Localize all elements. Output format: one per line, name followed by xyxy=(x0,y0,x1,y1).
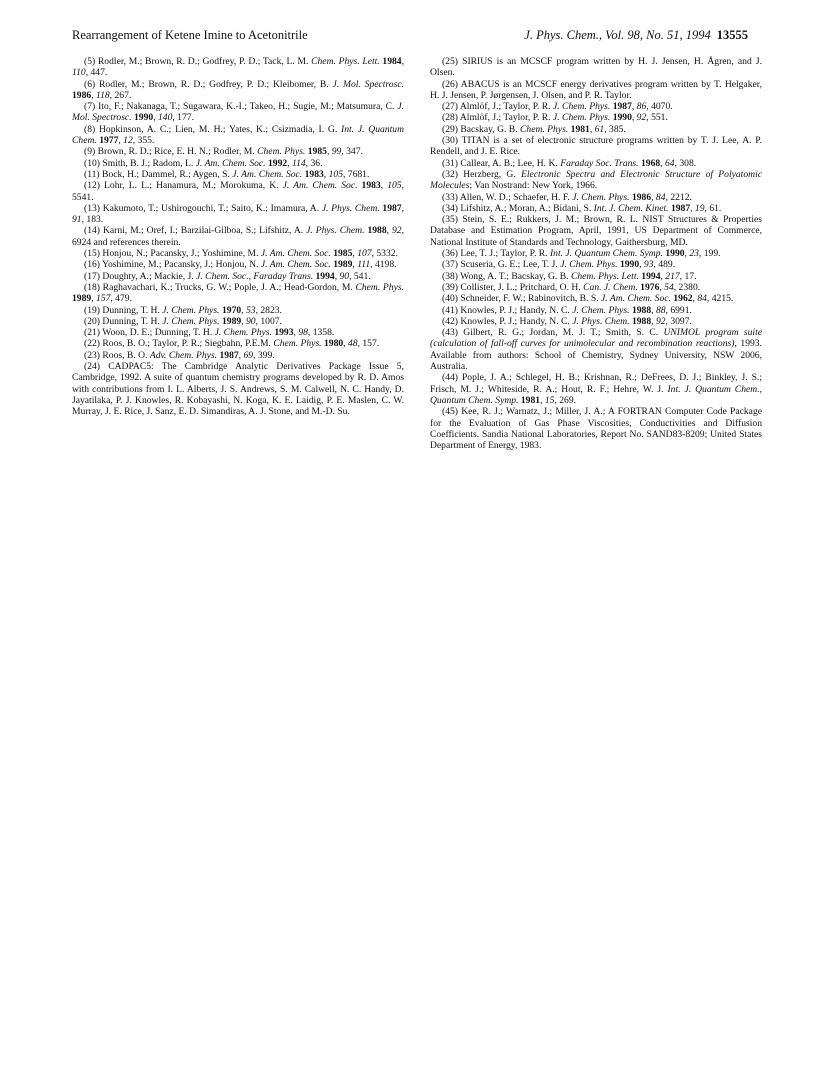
reference-number: (34) xyxy=(442,202,458,214)
reference-entry: (14) Karni, M.; Oref, I.; Barzilai-Gilboa, S.; Lifshitz, A. J. Phys. Chem. 1988, 92, 6924 and references therein. xyxy=(72,225,404,248)
journal-info: J. Phys. Chem., Vol. 98, No. 51, 1994 xyxy=(524,28,711,42)
reference-number: (10) xyxy=(84,157,100,169)
reference-pages: 385. xyxy=(609,123,626,135)
reference-entry: (44) Pople, J. A.; Schlegel, H. B.; Krishnan, R.; DeFrees, D. J.; Binkley, J. S.; Frisch, M. J.; Whiteside, R. A.; Hout, R. F.; Hehre, W. J. Int. J. Quantum Chem., Quantum Chem. Symp. 1981, 15, 269. xyxy=(430,372,762,406)
reference-volume: 105 xyxy=(387,180,402,192)
reference-volume: 92 xyxy=(655,315,666,327)
reference-volume: 98 xyxy=(298,327,308,339)
reference-entry: (19) Dunning, T. H. J. Chem. Phys. 1970, 53, 2823. xyxy=(84,304,282,316)
reference-entry: (40) Schneider, F. W.; Rabinovitch, B. S. J. Am. Chem. Soc. 1962, 84, 4215. xyxy=(442,293,734,305)
reference-entry: (15) Honjou, N.; Pacansky, J.; Yoshimine, M. J. Am. Chem. Soc. 1985, 107, 5332. xyxy=(84,248,398,260)
reference-volume: 53 xyxy=(245,304,256,316)
reference-authors: Wong, A. T.; Bacskay, G. B. xyxy=(460,270,569,282)
reference-pages: 177. xyxy=(177,112,194,124)
reference-number: (23) xyxy=(84,349,100,361)
reference-number: (6) xyxy=(84,78,96,90)
reference-journal: J. Am. Chem. Soc. xyxy=(260,259,331,271)
reference-authors: Schneider, F. W.; Rabinovitch, B. S. xyxy=(460,293,599,305)
reference-year: 1989 xyxy=(333,259,353,271)
reference-year: 1988 xyxy=(631,304,652,316)
reference-volume: 105 xyxy=(328,168,343,180)
reference-journal: J. Am. Chem. Soc. xyxy=(195,157,266,169)
reference-year: 1976 xyxy=(640,281,660,293)
reference-entry xyxy=(430,327,762,372)
reference-volume: 99 xyxy=(331,146,342,158)
reference-volume: 92 xyxy=(392,225,402,237)
reference-authors: Knowles, P. J.; Handy, N. C. xyxy=(460,315,570,327)
reference-journal: Int. J. Chem. Kinet. xyxy=(593,202,669,214)
reference-authors: Lifshitz, A.; Moran, A.; Bidani, S. xyxy=(460,202,592,214)
reference-entry: (38) Wong, A. T.; Bacskay, G. B. Chem. Phys. Lett. 1994, 217, 17. xyxy=(442,270,697,282)
reference-authors: Herzberg, G. xyxy=(463,168,516,180)
reference-journal: Int. J. Quantum Chem., Quantum Chem. Symp. xyxy=(430,383,762,406)
reference-number: (8) xyxy=(84,123,96,135)
reference-authors: Raghavachari, K.; Trucks, G. W.; Pople, J. A.; Head-Gordon, M. xyxy=(102,281,353,293)
reference-pages: 2823. xyxy=(260,304,282,316)
reference-year: 1987 xyxy=(612,101,632,113)
reference-journal: Chem. Phys. xyxy=(273,338,322,350)
reference-number: (45) xyxy=(442,406,458,418)
reference-entry: (7) Ito, F.; Nakanaga, T.; Sugawara, K.-I.; Takeo, H.; Sugie, M.; Matsumura, C. J. Mol. Spectrosc. 1990, 140, 177. xyxy=(72,101,405,124)
reference-volume: 69 xyxy=(243,349,254,361)
reference-number: (21) xyxy=(84,327,100,339)
reference-year: 1970 xyxy=(221,304,242,316)
reference-number: (26) xyxy=(442,78,458,90)
reference-year: 1990 xyxy=(134,112,154,124)
reference-number: (20) xyxy=(84,315,100,327)
reference-number: (19) xyxy=(84,304,100,316)
reference-number: (36) xyxy=(442,248,458,260)
reference-authors: Karni, M.; Oref, I.; Barzilai-Gilboa, S.; Lifshitz, A. xyxy=(102,225,304,237)
reference-volume: 92 xyxy=(636,112,647,124)
reference-pages: 447. xyxy=(90,67,108,79)
reference-pages: 308. xyxy=(679,157,697,169)
reference-journal: J. Chem. Phys. xyxy=(552,101,611,113)
reference-publisher: , 1993. Available from authors: School of Chemistry, Sydney University, NSW 2006, Australia. xyxy=(430,338,762,373)
reference-pages: 183. xyxy=(86,214,104,226)
reference-year: 1962 xyxy=(673,293,693,305)
reference-year: 1983 xyxy=(304,168,324,180)
reference-authors: Brown, R. D.; Rice, E. H. N.; Rodler, M. xyxy=(97,146,255,158)
reference-journal: J. Mol. Spectrosc. xyxy=(72,101,405,124)
reference-authors: Collister, J. L.; Pritchard, O. H. xyxy=(460,281,581,293)
reference-volume: 84 xyxy=(697,293,707,305)
reference-journal: J. Chem. Phys. xyxy=(162,304,220,316)
reference-number: (13) xyxy=(84,202,100,214)
reference-year: 1993 xyxy=(274,327,294,339)
reference-journal: Int. J. Quantum Chem. Symp. xyxy=(549,248,663,260)
reference-year: 1988 xyxy=(631,315,652,327)
reference-text: ABACUS is an MCSCF energy derivatives program written by T. Helgaker, H. J. Jensen, P. Jørgensen, J. Olsen, and P. R. Taylor. xyxy=(430,78,763,101)
references-column-right xyxy=(430,56,762,451)
reference-entry: (5) Rodler, M.; Brown, R. D.; Godfrey, P. D.; Tack, L. M. Chem. Phys. Lett. 1984, 110, 447. xyxy=(72,56,404,79)
reference-journal: Chem. Phys. Lett. xyxy=(570,270,639,282)
reference-year: 1980 xyxy=(323,338,344,350)
reference-year: 1981 xyxy=(520,394,541,406)
reference-year: 1990 xyxy=(619,259,640,271)
reference-pages: 6924 and references therein. xyxy=(72,236,181,248)
reference-entry xyxy=(430,79,762,102)
reference-journal: Adv. Chem. Phys. xyxy=(149,349,218,361)
reference-number: (38) xyxy=(442,270,458,282)
reference-journal: J. Phys. Chem. xyxy=(306,225,365,237)
reference-authors: Honjou, N.; Pacansky, J.; Yoshimine, M. xyxy=(102,248,259,260)
reference-volume: 110 xyxy=(72,67,86,79)
reference-title: UNIMOL program suite (calculation of fall-off curves for unimolecular and recombination reactions) xyxy=(430,327,762,350)
reference-authors: Roos, B. O. xyxy=(102,349,148,361)
reference-volume: 54 xyxy=(664,281,674,293)
reference-authors: Lohr, L. L.; Hanamura, M.; Morokuma, K. xyxy=(104,180,279,192)
reference-year: 1989 xyxy=(72,293,92,305)
reference-pages: 6991. xyxy=(670,304,692,316)
reference-number: (31) xyxy=(442,157,458,169)
reference-number: (15) xyxy=(84,248,100,260)
reference-pages: 551. xyxy=(651,112,668,124)
reference-volume: 64 xyxy=(664,157,675,169)
reference-entry: (8) Hopkinson, A. C.; Lien, M. H.; Yates, K.; Csizmadia, I. G. Int. J. Quantum Chem. 1977, 12, 355. xyxy=(72,123,405,147)
reference-number: (37) xyxy=(442,259,458,271)
reference-number: (12) xyxy=(84,180,100,192)
reference-volume: 61 xyxy=(594,123,605,135)
running-title: Rearrangement of Ketene Imine to Acetonitrile xyxy=(72,28,308,42)
reference-journal: J. Am. Chem. Soc. xyxy=(260,248,331,260)
reference-journal: Chem. Phys. Lett. xyxy=(311,56,380,67)
reference-entry: (33) Allen, W. D.; Schaefer, H. F. J. Chem. Phys. 1986, 84, 2212. xyxy=(442,191,692,203)
reference-pages: 4198. xyxy=(374,259,397,271)
reference-number: (5) xyxy=(84,56,96,67)
reference-pages: 199. xyxy=(703,248,721,260)
reference-pages: 2380. xyxy=(678,281,701,293)
reference-text: TITAN is a set of electronic structure programs written by T. J. Lee, A. P. Rendell, and J. E. Rice. xyxy=(430,135,762,158)
reference-pages: 399. xyxy=(257,349,275,361)
reference-volume: 140 xyxy=(157,112,173,124)
reference-year: 1988 xyxy=(367,225,387,237)
reference-entry: (13) Kakumoto, T.; Ushirogouchi, T.; Saito, K.; Imamura, A. J. Phys. Chem. 1987, 91, 183. xyxy=(72,202,404,226)
reference-authors: Roos, B. O.; Taylor, P. R.; Siegbahn, P.E.M. xyxy=(102,338,271,350)
reference-authors: Pople, J. A.; Schlegel, H. B.; Krishnan, R.; DeFrees, D. J.; Binkley, J. S.; Frisch, M. J.; Whiteside, R. A.; Hout, R. F.; Hehre, W. J. xyxy=(430,372,762,395)
reference-entry: (16) Yoshimine, M.; Pacansky, J.; Honjou, N. J. Am. Chem. Soc. 1989, 111, 4198. xyxy=(84,259,397,271)
reference-authors: Callear, A. B.; Lee, H. K. xyxy=(460,157,558,169)
reference-entry: (29) Bacskay, G. B. Chem. Phys. 1981, 61, 385. xyxy=(442,123,626,135)
reference-journal: Faraday Soc. Trans. xyxy=(560,157,639,169)
reference-pages: 1007. xyxy=(260,315,282,327)
reference-journal: J. Phys. Chem. xyxy=(572,315,630,327)
reference-pages: 541. xyxy=(353,270,371,282)
reference-volume: 48 xyxy=(347,338,358,350)
reference-entry: (31) Callear, A. B.; Lee, H. K. Faraday Soc. Trans. 1968, 64, 308. xyxy=(442,157,697,169)
reference-journal: Chem. Phys. xyxy=(257,146,306,158)
reference-text: Kee, R. J.; Warnatz, J.; Miller, J. A.; A FORTRAN Computer Code Package for the Evaluation of Gas Phase Viscosities, Conductivities and Diffusion Coefficients. Sandia National Laboratories, Report No. SAND83-8209; United States Department of Energy, 1983. xyxy=(430,406,762,452)
page-number: 13555 xyxy=(716,28,748,42)
reference-entry xyxy=(430,169,762,192)
reference-authors: Dunning, T. H. xyxy=(102,304,160,316)
reference-pages: 5332. xyxy=(376,248,398,260)
reference-entry xyxy=(430,214,762,248)
reference-pages: 4070. xyxy=(651,101,673,113)
reference-journal: J. Chem. Phys. xyxy=(162,315,220,327)
reference-year: 1992 xyxy=(268,157,288,169)
reference-journal: J. Chem. Phys. xyxy=(572,191,630,203)
reference-journal: Chem. Phys. xyxy=(520,123,569,135)
reference-year: 1984 xyxy=(382,56,402,67)
reference-volume: 107 xyxy=(357,248,372,260)
reference-authors: Dunning, T. H. xyxy=(102,315,160,327)
reference-year: 1987 xyxy=(382,202,402,214)
reference-journal: J. Chem. Phys. xyxy=(552,112,611,124)
reference-number: (16) xyxy=(84,259,100,271)
reference-authors: Smith, B. J.; Radom, L. xyxy=(102,157,194,169)
reference-year: 1986 xyxy=(631,191,652,203)
reference-journal: J. Chem. Soc., Faraday Trans. xyxy=(196,270,314,282)
reference-year: 1990 xyxy=(665,248,685,260)
reference-authors: Knowles, P. J.; Handy, N. C. xyxy=(460,304,570,316)
reference-number: (43) xyxy=(442,327,458,339)
reference-entry: (27) Almlöf, J.; Taylor, P. R. J. Chem. Phys. 1987, 86, 4070. xyxy=(442,101,673,113)
reference-authors: Woon, D. E.; Dunning, T. H. xyxy=(102,327,213,339)
reference-entry: (39) Collister, J. L.; Pritchard, O. H. Can. J. Chem. 1976, 54, 2380. xyxy=(442,281,701,293)
reference-entry: (41) Knowles, P. J.; Handy, N. C. J. Chem. Phys. 1988, 88, 6991. xyxy=(442,304,692,316)
reference-authors: Almlöf, J.; Taylor, P. R. xyxy=(459,101,551,113)
reference-authors: Almlöf, J.; Taylor, P. R. xyxy=(459,112,551,124)
reference-volume: 157 xyxy=(95,293,111,305)
reference-journal: J. Mol. Spectrosc. xyxy=(332,78,404,90)
reference-volume: 90 xyxy=(245,315,256,327)
journal-info-line xyxy=(524,28,748,43)
reference-number: (41) xyxy=(442,304,458,316)
reference-publisher: ; Van Nostrand: New York, 1966. xyxy=(469,180,598,192)
reference-pages: 347. xyxy=(346,146,363,158)
reference-number: (35) xyxy=(442,214,458,226)
reference-pages: 267. xyxy=(114,89,132,101)
reference-entry: (6) Rodler, M.; Brown, R. D.; Godfrey, P. D.; Kleibomer, B. J. Mol. Spectrosc. 1986, 118, 267. xyxy=(72,78,404,101)
reference-year: 1977 xyxy=(99,135,119,147)
reference-pages: 157. xyxy=(362,338,380,350)
reference-entry: (21) Woon, D. E.; Dunning, T. H. J. Chem. Phys. 1993, 98, 1358. xyxy=(84,327,335,339)
reference-pages: 61. xyxy=(709,202,722,214)
reference-pages: 1358. xyxy=(312,327,335,339)
reference-authors: Gilbert, R. G.; Jordan, M. J. T.; Smith, S. C. xyxy=(463,327,659,339)
reference-authors: Bacskay, G. B. xyxy=(460,123,518,135)
reference-journal: Can. J. Chem. xyxy=(583,281,638,293)
reference-journal: J. Chem. Phys. xyxy=(560,259,618,271)
reference-entry: (42) Knowles, P. J.; Handy, N. C. J. Phys. Chem. 1988, 92, 3097. xyxy=(442,315,692,327)
reference-journal: J. Chem. Phys. xyxy=(572,304,630,316)
reference-number: (28) xyxy=(442,112,458,124)
reference-journal: J. Chem. Phys. xyxy=(214,327,272,339)
reference-entry: (37) Scuseria, G. E.; Lee, T. J. J. Chem. Phys. 1990, 93, 489. xyxy=(442,259,676,271)
reference-volume: 111 xyxy=(357,259,371,271)
reference-number: (30) xyxy=(442,135,458,147)
reference-pages: 36. xyxy=(310,157,323,169)
reference-pages: 269. xyxy=(559,394,577,406)
reference-authors: Lee, T. J.; Taylor, P. R. xyxy=(460,248,548,260)
reference-year: 1987 xyxy=(219,349,239,361)
reference-volume: 84 xyxy=(655,191,666,203)
reference-entry: (12) Lohr, L. L.; Hanamura, M.; Morokuma, K. J. Am. Chem. Soc. 1983, 105, 5541. xyxy=(72,180,404,203)
reference-authors: Rodler, M.; Brown, R. D.; Godfrey, P. D.; Kleibomer, B. xyxy=(99,78,329,90)
reference-number: (14) xyxy=(84,225,100,237)
reference-entry xyxy=(72,361,404,417)
reference-year: 1994 xyxy=(641,270,661,282)
reference-authors: Bock, H.; Dammel, R.; Aygen, S. xyxy=(102,168,230,180)
reference-year: 1986 xyxy=(72,89,92,101)
references-column-left xyxy=(72,56,404,418)
reference-volume: 12 xyxy=(123,135,133,147)
reference-entry: (36) Lee, T. J.; Taylor, P. R. Int. J. Quantum Chem. Symp. 1990, 23, 199. xyxy=(442,248,721,260)
reference-year: 1985 xyxy=(333,248,353,260)
page-header xyxy=(72,28,748,50)
reference-pages: 7681. xyxy=(347,168,370,180)
reference-entry xyxy=(430,135,762,158)
reference-entry: (18) Raghavachari, K.; Trucks, G. W.; Pople, J. A.; Head-Gordon, M. Chem. Phys. 1989, 157, 479. xyxy=(72,281,404,305)
reference-number: (40) xyxy=(442,293,458,305)
reference-volume: 19 xyxy=(694,202,705,214)
reference-year: 1987 xyxy=(670,202,691,214)
reference-number: (7) xyxy=(84,101,96,113)
reference-pages: 355. xyxy=(137,135,155,147)
reference-number: (33) xyxy=(442,191,458,203)
reference-pages: 4215. xyxy=(711,293,734,305)
reference-entry: (28) Almlöf, J.; Taylor, P. R. J. Chem. Phys. 1990, 92, 551. xyxy=(442,112,668,124)
reference-authors: Yoshimine, M.; Pacansky, J.; Honjou, N. xyxy=(102,259,259,271)
reference-number: (9) xyxy=(84,146,96,158)
reference-number: (29) xyxy=(442,123,458,135)
reference-authors: Scuseria, G. E.; Lee, T. J. xyxy=(460,259,558,271)
reference-entry: (10) Smith, B. J.; Radom, L. J. Am. Chem. Soc. 1992, 114, 36. xyxy=(84,157,323,169)
reference-text: SIRIUS is an MCSCF program written by H. J. Jensen, H. Ågren, and J. Olsen. xyxy=(430,56,762,79)
reference-entry: (9) Brown, R. D.; Rice, E. H. N.; Rodler, M. Chem. Phys. 1985, 99, 347. xyxy=(84,146,363,158)
reference-journal: J. Am. Chem. Soc. xyxy=(282,180,358,192)
reference-authors: Kakumoto, T.; Ushirogouchi, T.; Saito, K.; Imamura, A. xyxy=(102,202,320,214)
reference-number: (24) xyxy=(84,361,100,373)
reference-year: 1968 xyxy=(640,157,661,169)
reference-authors: Rodler, M.; Brown, R. D.; Godfrey, P. D.; Tack, L. M. xyxy=(97,56,309,67)
reference-number: (42) xyxy=(442,315,458,327)
reference-authors: Allen, W. D.; Schaefer, H. F. xyxy=(459,191,570,203)
reference-volume: 93 xyxy=(643,259,654,271)
reference-year: 1990 xyxy=(612,112,632,124)
reference-pages: 489. xyxy=(658,259,676,271)
reference-volume: 90 xyxy=(339,270,350,282)
reference-text: Stein, S. E.; Rukkers, J. M.; Brown, R. L. NIST Structures & Properties Database and Estimation Program, April, 1991, US Department of Commerce, National Institute of Standards and Technology, Gaithersburg, MD. xyxy=(430,214,762,248)
reference-journal: J. Phys. Chem. xyxy=(321,202,380,214)
reference-year: 1981 xyxy=(570,123,590,135)
reference-authors: Ito, F.; Nakanaga, T.; Sugawara, K.-I.; Takeo, H.; Sugie, M.; Matsumura, C. xyxy=(98,101,395,113)
reference-pages: 479. xyxy=(115,293,132,305)
reference-entry: (17) Doughty, A.; Mackie, J. J. Chem. Soc., Faraday Trans. 1994, 90, 541. xyxy=(84,270,371,282)
reference-entry: (22) Roos, B. O.; Taylor, P. R.; Siegbahn, P.E.M. Chem. Phys. 1980, 48, 157. xyxy=(84,338,380,350)
reference-number: (11) xyxy=(84,168,100,180)
reference-volume: 86 xyxy=(636,101,647,113)
reference-journal: Chem. Phys. xyxy=(355,281,404,293)
reference-journal: Int. J. Quantum Chem. xyxy=(72,123,405,147)
reference-text: CADPAC5: The Cambridge Analytic Derivatives Package Issue 5, Cambridge, 1992. A suite of quantum chemistry programs developed by R. D. Amos with contributions from I. L. Alberts, J. S. Andrews, S. M. Calwell, N. C. Handy, D. Jayatilaka, P. J. Knowles, R. Kobayashi, N. Koga, K. E. Laidig, P. E. Maslen, C. W. Murray, J. E. Rice, J. Sanz, E. D. Simandiras, A. J. Stone, and M.-D. Su. xyxy=(72,361,404,418)
reference-entry: (11) Bock, H.; Dammel, R.; Aygen, S. J. Am. Chem. Soc. 1983, 105, 7681. xyxy=(84,168,370,180)
reference-authors: Hopkinson, A. C.; Lien, M. H.; Yates, K.; Csizmadia, I. G. xyxy=(98,123,338,135)
reference-authors: Doughty, A.; Mackie, J. xyxy=(102,270,194,282)
reference-number: (17) xyxy=(84,270,100,282)
reference-entry xyxy=(430,56,762,79)
reference-volume: 118 xyxy=(95,89,110,101)
reference-year: 1985 xyxy=(307,146,327,158)
reference-year: 1983 xyxy=(361,180,381,192)
reference-volume: 91 xyxy=(72,214,82,226)
reference-volume: 114 xyxy=(291,157,306,169)
reference-number: (22) xyxy=(84,338,100,350)
reference-number: (18) xyxy=(84,281,100,293)
reference-pages: 5541. xyxy=(72,191,94,203)
reference-volume: 217 xyxy=(665,270,680,282)
reference-title: Electronic Spectra and Electronic Structure of Polyatomic Molecules xyxy=(430,168,762,192)
reference-number: (44) xyxy=(442,372,458,384)
reference-journal: J. Am. Chem. Soc. xyxy=(601,293,671,305)
reference-journal: J. Am. Chem. Soc. xyxy=(232,168,303,180)
reference-number: (32) xyxy=(442,168,458,180)
reference-pages: 3097. xyxy=(670,315,692,327)
reference-volume: 15 xyxy=(544,394,555,406)
reference-entry: (20) Dunning, T. H. J. Chem. Phys. 1989, 90, 1007. xyxy=(84,315,282,327)
reference-number: (27) xyxy=(442,101,458,113)
reference-entry xyxy=(430,406,762,451)
reference-year: 1989 xyxy=(221,315,242,327)
reference-entry: (34) Lifshitz, A.; Moran, A.; Bidani, S. Int. J. Chem. Kinet. 1987, 19, 61. xyxy=(442,202,722,214)
reference-year: 1994 xyxy=(315,270,335,282)
reference-number: (39) xyxy=(442,281,458,293)
reference-pages: 2212. xyxy=(670,191,692,203)
reference-pages: 17. xyxy=(684,270,697,282)
reference-volume: 88 xyxy=(655,304,666,316)
reference-number: (25) xyxy=(442,56,458,67)
reference-entry: (23) Roos, B. O. Adv. Chem. Phys. 1987, 69, 399. xyxy=(84,349,275,361)
reference-volume: 23 xyxy=(689,248,699,260)
